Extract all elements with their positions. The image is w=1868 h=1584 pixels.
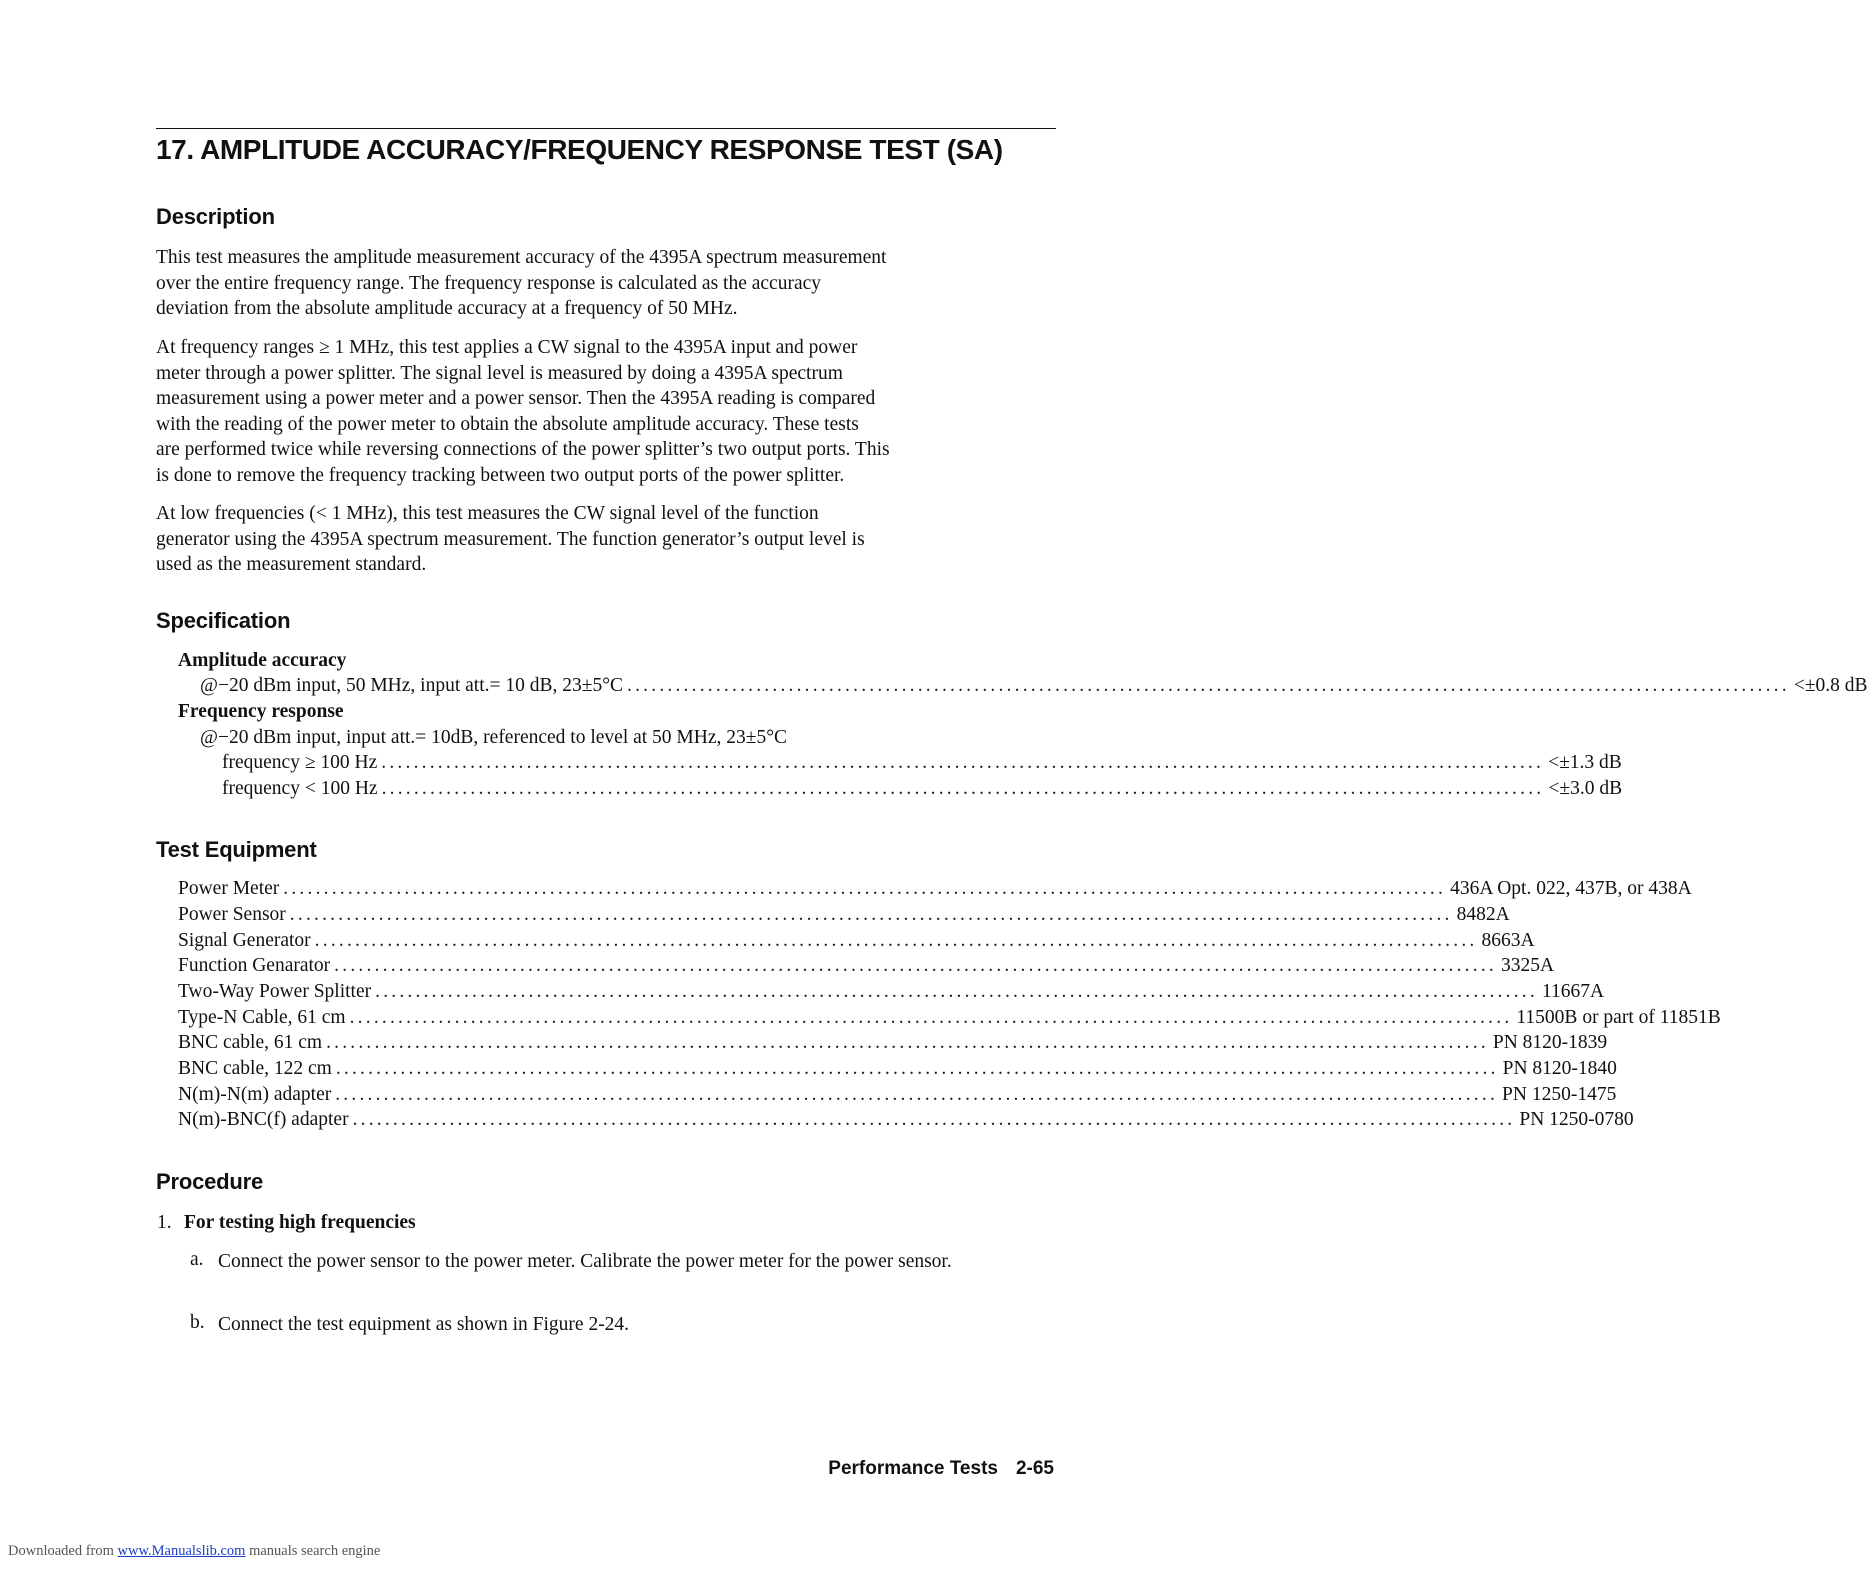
spec-label: frequency ≥ 100 Hz bbox=[222, 752, 378, 773]
equipment-value: 8663A bbox=[1481, 930, 1535, 951]
equipment-label: Signal Generator bbox=[178, 930, 311, 951]
description-paragraph-1 bbox=[156, 245, 1051, 322]
equipment-row bbox=[178, 1007, 1721, 1033]
substep-a-text: Connect the power sensor to the power meter. Calibrate the power meter for the power sensor. bbox=[218, 1251, 952, 1272]
download-notice bbox=[8, 1543, 380, 1560]
equipment-value: 3325A bbox=[1500, 955, 1555, 976]
equipment-row bbox=[178, 904, 1510, 930]
description-paragraph-2 bbox=[156, 335, 1051, 489]
substep-b-text: Connect the test equipment as shown in Figure 2-24. bbox=[218, 1314, 630, 1335]
leader-dots: ................................................................................................................................................ bbox=[375, 981, 1538, 1002]
equipment-row bbox=[178, 878, 1692, 904]
frequency-response-heading: Frequency response bbox=[178, 701, 344, 722]
leader-dots: ................................................................................................................................................ bbox=[334, 955, 1497, 976]
equipment-row bbox=[178, 930, 1535, 956]
text-line: deviation from the absolute amplitude accuracy at a frequency of 50 MHz. bbox=[156, 298, 738, 320]
leader-dots: ................................................................................................................................................ bbox=[314, 930, 1478, 951]
leader-dots: ................................................................................................................................................ bbox=[335, 1084, 1499, 1105]
text-line: over the entire frequency range. The frequency response is calculated as the accuracy bbox=[156, 272, 822, 294]
spec-amplitude-row bbox=[200, 675, 1868, 701]
equipment-row bbox=[178, 1058, 1617, 1084]
frequency-response-condition: @−20 dBm input, input att.= 10dB, referenced to level at 50 MHz, 23±5°C bbox=[200, 727, 788, 748]
step-title: For testing high frequencies bbox=[184, 1212, 416, 1233]
equipment-row bbox=[178, 981, 1605, 1007]
text-line: are performed twice while reversing connections of the power splitter’s two output ports. This bbox=[156, 439, 890, 461]
equipment-label: Power Meter bbox=[178, 878, 280, 899]
amplitude-accuracy-heading: Amplitude accuracy bbox=[178, 650, 347, 671]
spec-value: <±0.8 dB bbox=[1793, 675, 1868, 696]
spec-label: frequency < 100 Hz bbox=[222, 778, 378, 799]
equipment-value: PN 1250-0780 bbox=[1519, 1109, 1634, 1130]
equipment-label: BNC cable, 122 cm bbox=[178, 1058, 332, 1079]
equipment-label: BNC cable, 61 cm bbox=[178, 1032, 323, 1053]
text-line: This test measures the amplitude measurement accuracy of the 4395A spectrum measurement bbox=[156, 247, 887, 268]
equipment-value: 8482A bbox=[1456, 904, 1510, 925]
test-equipment-heading: Test Equipment bbox=[156, 837, 317, 862]
leader-dots: ................................................................................................................................................ bbox=[381, 778, 1545, 799]
equipment-label: Two-Way Power Splitter bbox=[178, 981, 372, 1002]
spec-label: @−20 dBm input, 50 MHz, input att.= 10 dB, 23±5°C bbox=[200, 675, 624, 696]
description-paragraph-3 bbox=[156, 501, 1051, 578]
footer-section: Performance Tests bbox=[828, 1458, 998, 1479]
equipment-value: 436A Opt. 022, 437B, or 438A bbox=[1450, 878, 1692, 899]
equipment-value: PN 1250-1475 bbox=[1502, 1084, 1617, 1105]
equipment-value: 11667A bbox=[1541, 981, 1605, 1002]
leader-dots: ................................................................................................................................................ bbox=[289, 904, 1453, 925]
title-rule bbox=[156, 128, 1056, 129]
equipment-label: N(m)-BNC(f) adapter bbox=[178, 1109, 349, 1130]
equipment-row bbox=[178, 1032, 1608, 1058]
manualslib-link[interactable]: www.Manualslib.com bbox=[117, 1543, 246, 1559]
substep-letter: a. bbox=[190, 1249, 204, 1270]
equipment-value: 11500B or part of 11851B bbox=[1516, 1007, 1721, 1028]
text-line: At frequency ranges ≥ 1 MHz, this test applies a CW signal to the 4395A input and power bbox=[156, 337, 858, 358]
equipment-label: Power Sensor bbox=[178, 904, 286, 925]
page-number: 2-65 bbox=[1015, 1458, 1054, 1479]
spec-value: <±3.0 dB bbox=[1548, 778, 1623, 799]
specification-heading: Specification bbox=[156, 608, 291, 633]
procedure-heading: Procedure bbox=[156, 1169, 264, 1194]
equipment-row bbox=[178, 955, 1555, 981]
text-line: with the reading of the power meter to obtain the absolute amplitude accuracy. These tests bbox=[156, 413, 859, 435]
text-line: At low frequencies (< 1 MHz), this test measures the CW signal level of the function bbox=[156, 503, 819, 524]
text-line: generator using the 4395A spectrum measurement. The function generator’s output level is bbox=[156, 528, 865, 550]
page-title: 17. AMPLITUDE ACCURACY/FREQUENCY RESPONSE TEST (SA) bbox=[156, 134, 1003, 165]
text-line: measurement using a power meter and a power sensor. Then the 4395A reading is compared bbox=[156, 388, 876, 410]
spec-frequency-row bbox=[222, 752, 1622, 778]
equipment-value: PN 8120-1840 bbox=[1502, 1058, 1617, 1079]
download-prefix: Downloaded from bbox=[8, 1543, 114, 1559]
leader-dots: ................................................................................................................................................ bbox=[326, 1032, 1489, 1053]
substep-letter: b. bbox=[190, 1312, 205, 1333]
text-line: meter through a power splitter. The signal level is measured by doing a 4395A spectrum bbox=[156, 362, 843, 384]
leader-dots: ................................................................................................................................................ bbox=[352, 1109, 1516, 1130]
equipment-value: PN 8120-1839 bbox=[1492, 1032, 1608, 1053]
leader-dots: ................................................................................................................................................ bbox=[381, 752, 1545, 773]
page-footer bbox=[828, 1458, 1054, 1480]
leader-dots: ................................................................................................................................................ bbox=[283, 878, 1447, 899]
equipment-label: Function Genarator bbox=[178, 955, 331, 976]
equipment-label: Type-N Cable, 61 cm bbox=[178, 1007, 346, 1028]
leader-dots: ................................................................................................................................................ bbox=[349, 1007, 1513, 1028]
equipment-row bbox=[178, 1109, 1634, 1135]
equipment-row bbox=[178, 1084, 1617, 1110]
text-line: is done to remove the frequency tracking between two output ports of the power splitter. bbox=[156, 464, 845, 486]
equipment-label: N(m)-N(m) adapter bbox=[178, 1084, 332, 1105]
text-line: used as the measurement standard. bbox=[156, 554, 427, 576]
leader-dots: ................................................................................................................................................ bbox=[627, 675, 1790, 696]
spec-frequency-row bbox=[222, 778, 1623, 804]
description-heading: Description bbox=[156, 204, 275, 229]
leader-dots: ................................................................................................................................................ bbox=[335, 1058, 1499, 1079]
download-suffix: manuals search engine bbox=[249, 1543, 381, 1559]
spec-value: <±1.3 dB bbox=[1548, 752, 1622, 773]
step-number: 1. bbox=[157, 1212, 172, 1233]
